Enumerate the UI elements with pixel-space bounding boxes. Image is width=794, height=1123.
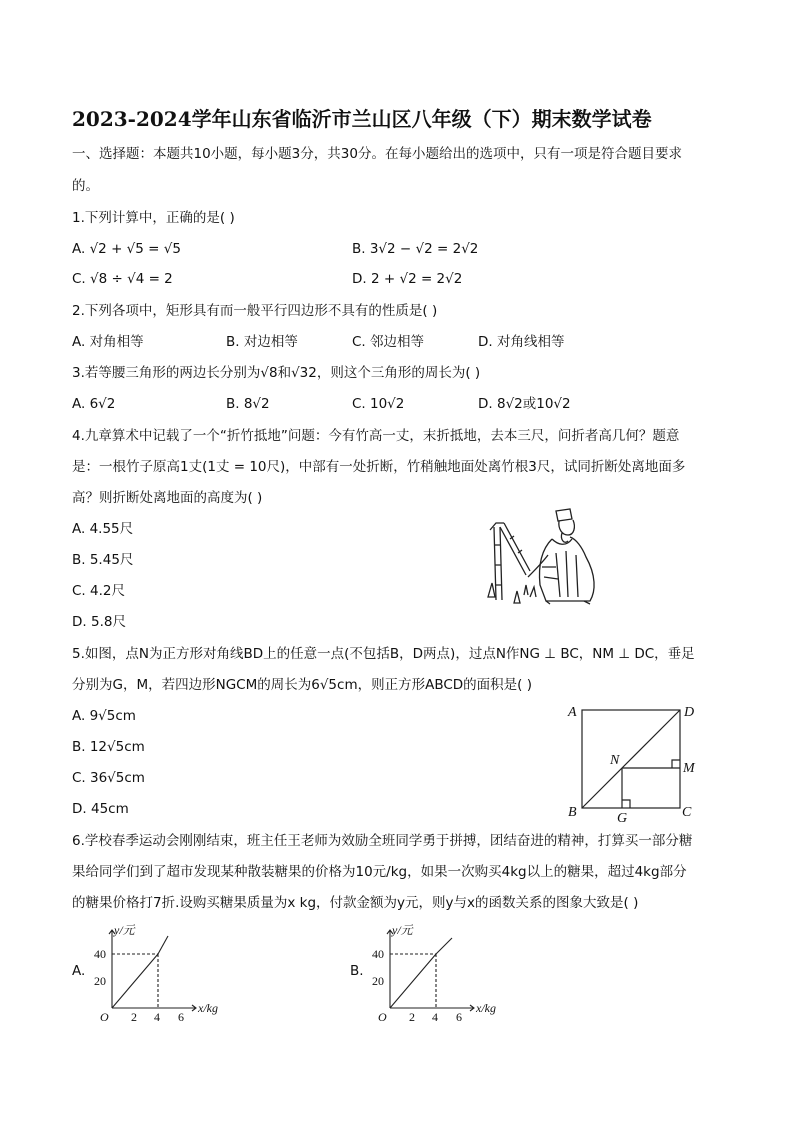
q1-option-a[interactable]: A. √2 + √5 = √5: [72, 241, 181, 257]
q6-option-a-label[interactable]: A.: [72, 963, 86, 979]
q3-option-b[interactable]: B. 8√2: [226, 396, 270, 412]
label-a: A: [568, 705, 577, 720]
label-m: M: [683, 761, 695, 776]
x-tick-2: 2: [131, 1010, 137, 1022]
x-axis-label: x/kg: [198, 1001, 218, 1015]
origin-label: O: [378, 1010, 387, 1022]
label-b: B: [568, 805, 577, 820]
q4-option-d[interactable]: D. 5.8尺: [72, 614, 126, 630]
q1-stem: 1.下列计算中，正确的是( ): [72, 210, 235, 226]
q4-stem-line3: 高？则折断处离地面的高度为( ): [72, 490, 263, 506]
origin-label: O: [100, 1010, 109, 1022]
q5-stem-line2: 分别为G，M，若四边形NGCM的周长为6√5cm，则正方形ABCD的面积是( ): [72, 677, 533, 693]
label-c: C: [682, 805, 692, 820]
q5-option-d[interactable]: D. 45cm: [72, 801, 129, 817]
x-tick-4: 4: [154, 1010, 160, 1022]
label-n: N: [610, 753, 620, 768]
q6-stem-line1: 6.学校春季运动会刚刚结束，班主任王老师为效励全班同学勇于拼搏，团结奋进的精神，打算买一部分糖: [72, 833, 693, 849]
x-axis-label: x/kg: [476, 1001, 496, 1015]
label-d: D: [684, 705, 695, 720]
q5-stem-line1: 5.如图，点N为正方形对角线BD上的任意一点(不包括B，D两点)，过点N作NG ⊥ BC，NM ⊥ DC，垂足: [72, 646, 695, 662]
q3-option-c[interactable]: C. 10√2: [352, 396, 405, 412]
y-tick-40: 40: [372, 947, 384, 961]
section-instructions-line2: 的。: [72, 178, 99, 194]
q4-option-c[interactable]: C. 4.2尺: [72, 583, 125, 599]
x-tick-6: 6: [178, 1010, 184, 1022]
q6-stem-line2: 果给同学们到了超市发现某种散装糖果的价格为10元/kg，如果一次购买4kg以上的糖果，超过4kg部分: [72, 864, 687, 880]
q5-option-b[interactable]: B. 12√5cm: [72, 739, 145, 755]
q4-option-a[interactable]: A. 4.55尺: [72, 521, 134, 537]
q6-stem-line3: 的糖果价格打7折.设购买糖果质量为x kg，付款金额为y元，则y与x的函数关系的图象大致是( ): [72, 895, 639, 911]
y-axis-label: y/元: [114, 923, 135, 937]
y-tick-20: 20: [372, 974, 384, 988]
q4-stem-line1: 4.九章算术中记载了一个“折竹抵地”问题：今有竹高一丈，末折抵地，去本三尺，问折者高几何？题意: [72, 428, 680, 444]
square-figure: [562, 700, 702, 825]
label-g: G: [617, 811, 628, 825]
q6-option-b-label[interactable]: B.: [350, 963, 364, 979]
line-segment-1: [390, 954, 436, 1008]
exam-title: 2023-2024学年山东省临沂市兰山区八年级（下）期末数学试卷: [72, 107, 652, 131]
q3-option-a[interactable]: A. 6√2: [72, 396, 116, 412]
q2-option-a[interactable]: A. 对角相等: [72, 334, 144, 350]
diagonal-bd: [582, 710, 680, 808]
bamboo-scholar-illustration: [486, 505, 602, 605]
y-tick-40: 40: [94, 947, 106, 961]
x-tick-4: 4: [432, 1010, 438, 1022]
line-segment-2: [158, 936, 168, 954]
q2-option-b[interactable]: B. 对边相等: [226, 334, 298, 350]
q6-graph-a[interactable]: [92, 922, 232, 1022]
y-axis-label: y/元: [392, 923, 413, 937]
y-tick-20: 20: [94, 974, 106, 988]
q3-option-d[interactable]: D. 8√2或10√2: [478, 396, 571, 412]
q1-option-c[interactable]: C. √8 ÷ √4 = 2: [72, 271, 173, 287]
q2-stem: 2.下列各项中，矩形具有而一般平行四边形不具有的性质是( ): [72, 303, 438, 319]
section-instructions-line1: 一、选择题：本题共10小题，每小题3分，共30分。在每小题给出的选项中，只有一项是符合题目要求: [72, 146, 682, 162]
line-segment-1: [112, 954, 158, 1008]
right-angle-g: [622, 800, 630, 808]
q2-option-c[interactable]: C. 邻边相等: [352, 334, 425, 350]
q2-option-d[interactable]: D. 对角线相等: [478, 334, 565, 350]
q5-option-a[interactable]: A. 9√5cm: [72, 708, 136, 724]
line-segment-2: [436, 938, 452, 954]
q1-option-b[interactable]: B. 3√2 − √2 = 2√2: [352, 241, 479, 257]
x-tick-6: 6: [456, 1010, 462, 1022]
q3-stem: 3.若等腰三角形的两边长分别为√8和√32，则这个三角形的周长为( ): [72, 365, 481, 381]
q6-graph-b[interactable]: [370, 922, 510, 1022]
q4-option-b[interactable]: B. 5.45尺: [72, 552, 134, 568]
right-angle-m: [672, 760, 680, 768]
x-tick-2: 2: [409, 1010, 415, 1022]
q1-option-d[interactable]: D. 2 + √2 = 2√2: [352, 271, 463, 287]
q5-option-c[interactable]: C. 36√5cm: [72, 770, 145, 786]
q4-stem-line2: 是：一根竹子原高1丈(1丈 = 10尺)，中部有一处折断，竹稍触地面处离竹根3尺，试同折断处离地面多: [72, 459, 686, 475]
